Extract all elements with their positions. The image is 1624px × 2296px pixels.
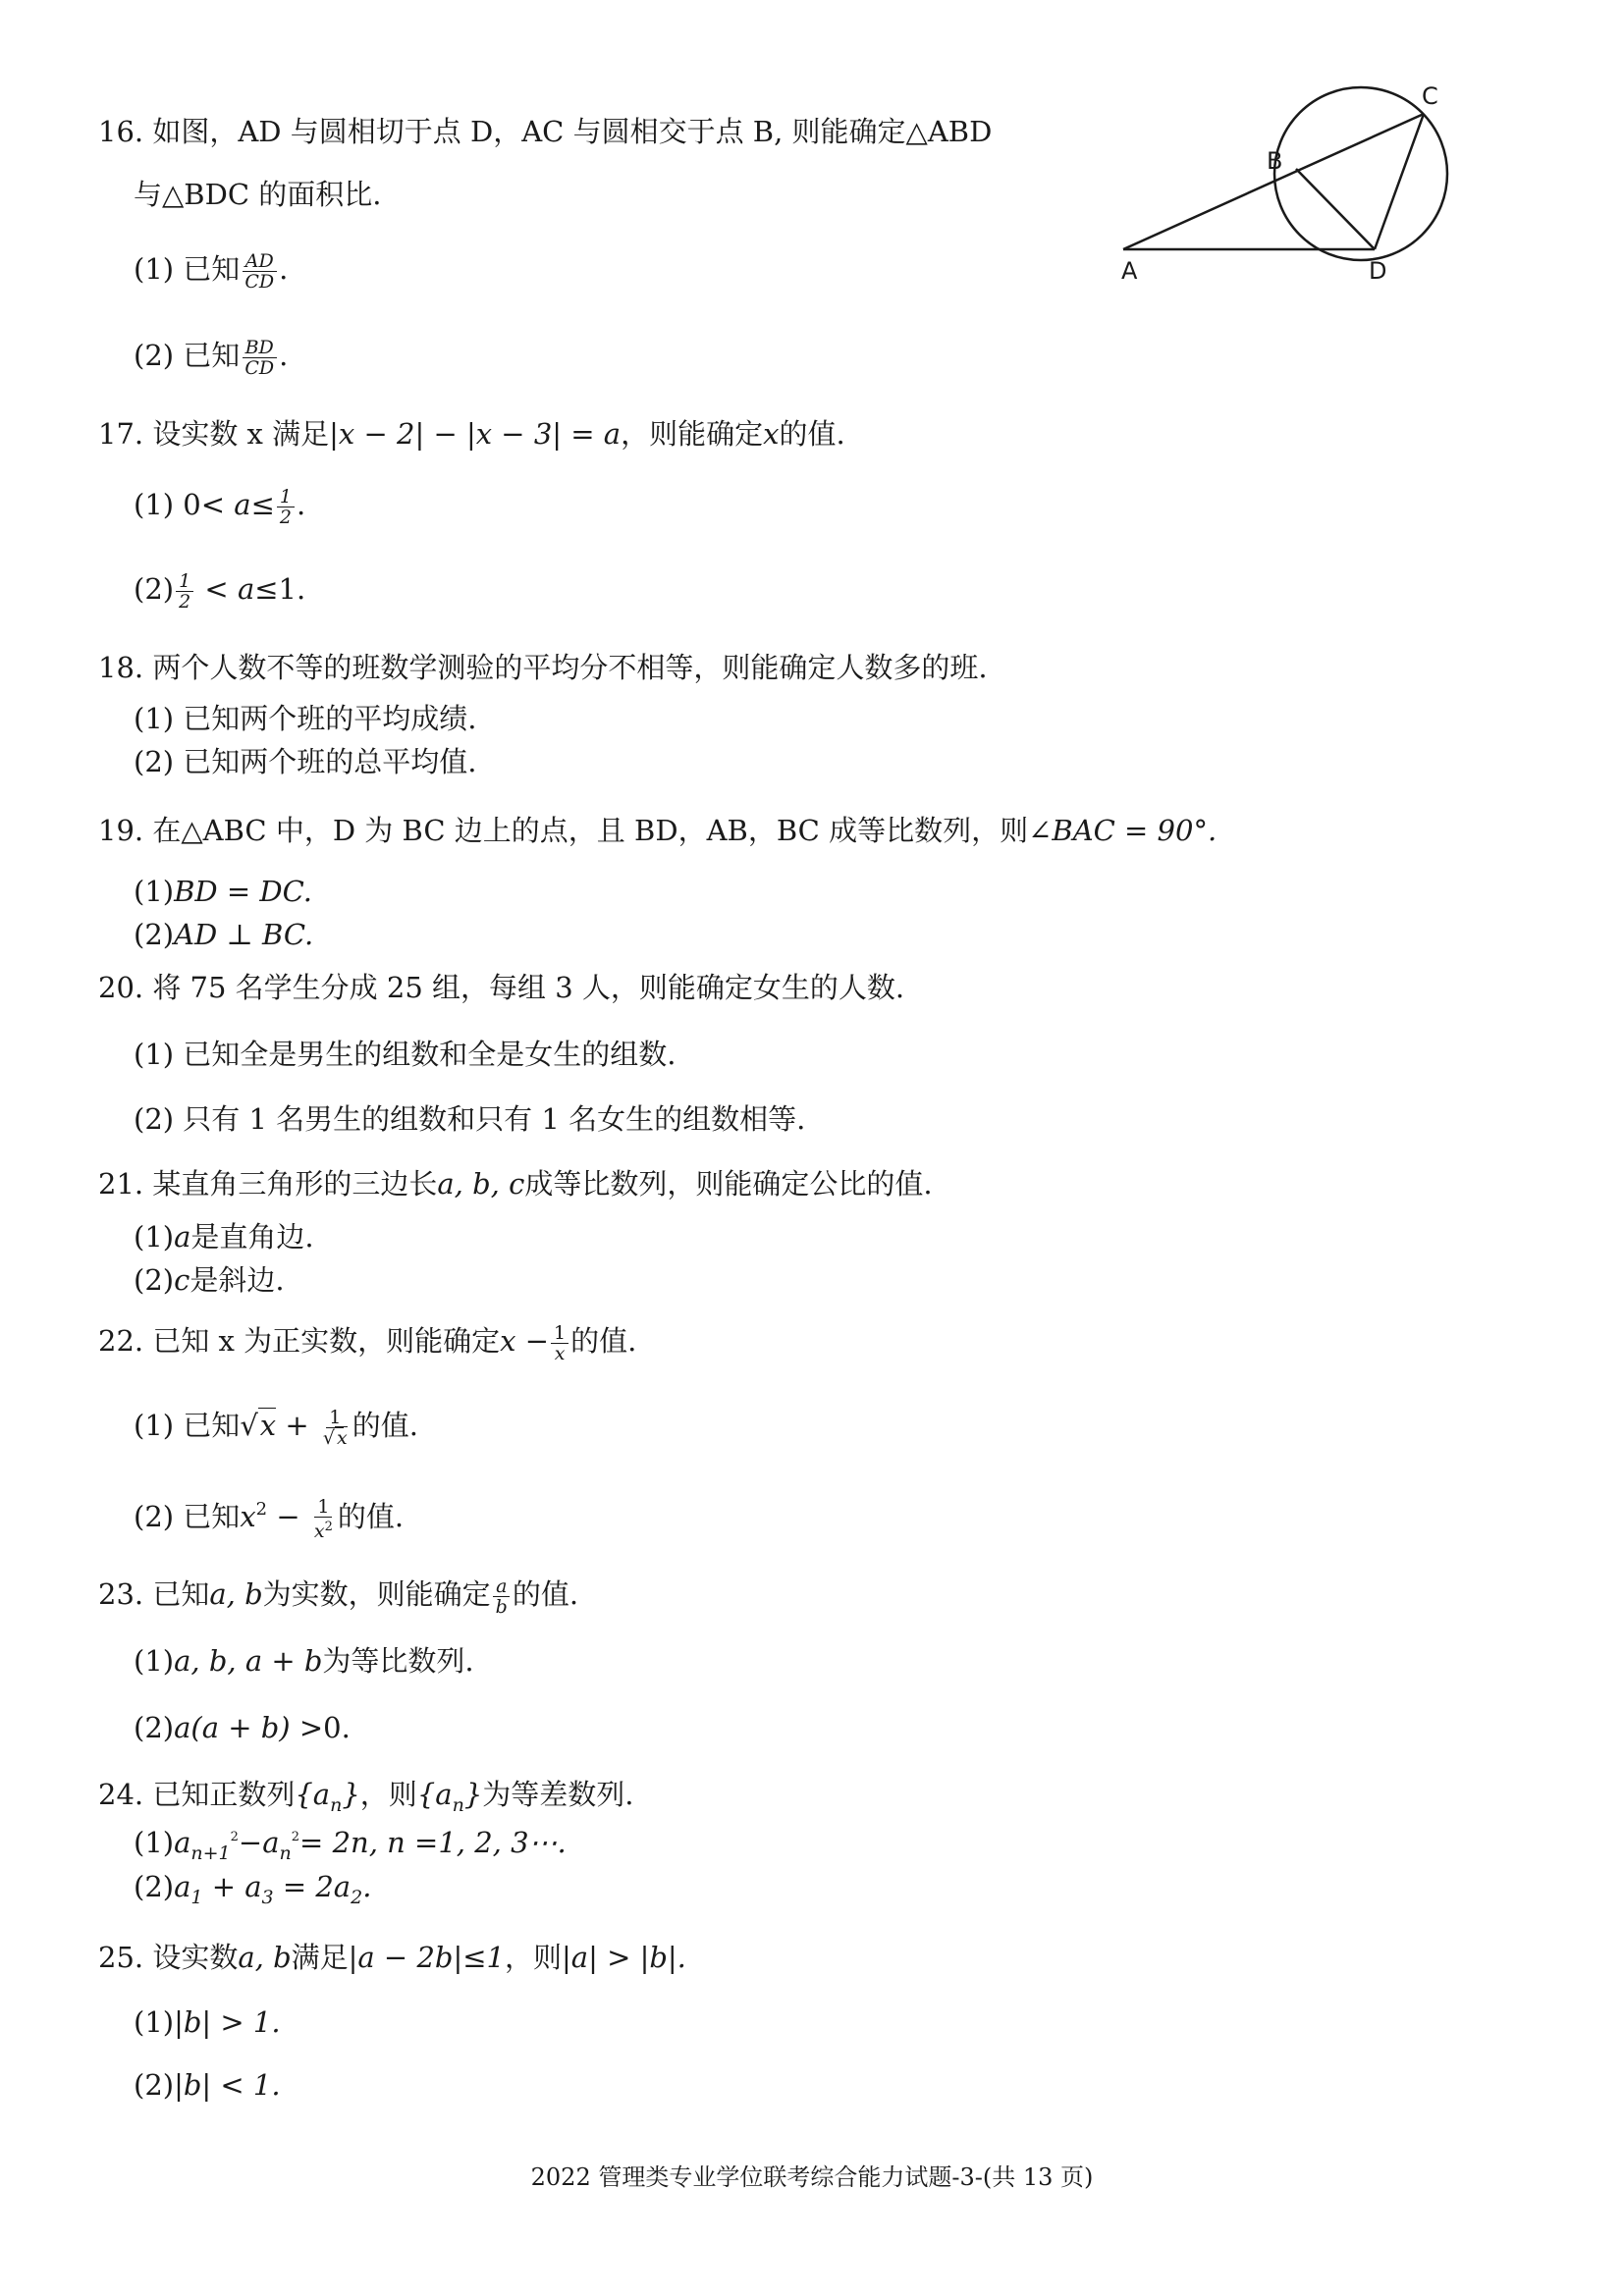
q25-choice-2: (2)|b| < 1. [134, 2068, 281, 2102]
q21-choice-1: (1)a是直角边. [134, 1220, 314, 1254]
q23-stem: 23. 已知a, b为实数，则能确定 $\frac{a}{b}$ 的值. [98, 1575, 579, 1618]
q18-choice-2: (2) 已知两个班的总平均值. [134, 745, 477, 778]
q25-choice-1: (1)|b| > 1. [134, 2005, 281, 2039]
q20-choice-2: (2) 只有 1 名男生的组数和只有 1 名女生的组数相等. [134, 1102, 806, 1136]
q23-choice-2: (2)a(a + b) >0. [134, 1711, 351, 1744]
q18-choice-1: (1) 已知两个班的平均成绩. [134, 702, 477, 735]
q16-label-A: A [1121, 257, 1138, 285]
q18-stem: 18. 两个人数不等的班数学测验的平均分不相等，则能确定人数多的班. [98, 651, 988, 684]
q21-stem: 21. 某直角三角形的三边长a, b, c成等比数列，则能确定公比的值. [98, 1167, 933, 1201]
q16-c1-fraction: $\frac{AD}{CD}$ [242, 251, 277, 292]
q16-choice-2: (2) 已知 $\frac{BD}{CD}$ . [134, 336, 289, 379]
q16-line-BD [1296, 169, 1375, 249]
q25-stem: 25. 设实数a, b满足|a − 2b|≤1，则|a| > |b|. [98, 1941, 686, 1974]
q17-choice-1: (1) 0< a≤ $\frac{1}{2}$ . [134, 485, 306, 528]
q24-stem: 24. 已知正数列$\{a_n\}$，则$\{a_n\}$为等差数列. [98, 1778, 634, 1816]
q23-choice-1: (1)a, b, a + b为等比数列. [134, 1644, 474, 1678]
q16-label-D: D [1369, 257, 1387, 285]
q19-choice-1: (1)BD = DC. [134, 875, 313, 908]
q16-line-AC [1123, 114, 1424, 249]
q16-label-C: C [1422, 82, 1438, 110]
q20-stem: 20. 将 75 名学生分成 25 组，每组 3 人，则能确定女生的人数. [98, 971, 905, 1004]
q24-choice-1: $(1)a_{n+1}^2-a_n^2= 2n$, n =1, 2, 3⋯. [134, 1826, 567, 1864]
q17-choice-2: (2) $\frac{1}{2}$ < a≤1. [134, 569, 306, 613]
q21-choice-2: (2)c是斜边. [134, 1263, 285, 1297]
q16-stem-line2: 与△BDC 的面积比. [134, 178, 382, 211]
q16-label-B: B [1267, 147, 1283, 175]
page-footer: 2022 管理类专业学位联考综合能力试题-3-(共 13 页) [530, 2163, 1094, 2191]
q17-stem: 17. 设实数 x 满足|x − 2| − |x − 3| = a，则能确定x的值. [98, 417, 845, 451]
q19-choice-2: (2)AD ⊥ BC. [134, 918, 314, 951]
q22-choice-1: (1) 已知√x + $\frac{1}{√ x}$ 的值. [134, 1406, 418, 1449]
q24-choice-2: $(2)a_1 + a_3 = 2a_2$. [134, 1870, 372, 1908]
q16-choice-1: (1) 已知 $\frac{AD}{CD}$ . [134, 249, 289, 293]
q22-stem: 22. 已知 x 为正实数，则能确定x − $\frac{1}{x}$ 的值. [98, 1321, 637, 1364]
q20-choice-1: (1) 已知全是男生的组数和全是女生的组数. [134, 1038, 677, 1071]
q16-c2-fraction: $\frac{BD}{CD}$ [242, 338, 277, 378]
q16-stem-line1: 16. 如图，AD 与圆相切于点 D，AC 与圆相交于点 B, 则能确定△ABD [98, 115, 993, 148]
q19-stem: 19. 在△ABC 中，D 为 BC 边上的点，且 BD，AB，BC 成等比数列，则∠BAC = 90°. [98, 814, 1218, 847]
q16-figure [1110, 79, 1483, 294]
q16-line-CD [1375, 114, 1424, 249]
q22-choice-2: (2) 已知$x^2$ − $\frac{1}{x^2}$ 的值. [134, 1495, 405, 1542]
